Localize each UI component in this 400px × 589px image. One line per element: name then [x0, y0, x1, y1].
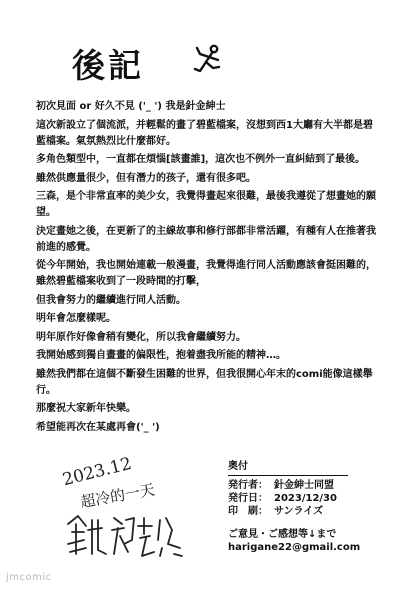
- paragraph: 明年原作好像會稍有變化，所以我會繼續努力。: [36, 331, 246, 343]
- paragraph: 多角色類型中，一直都在煩惱[該畫誰]，這次也不例外一直糾結到了最後。: [36, 154, 366, 165]
- contact-label: ご意見・ご感想等↓まで: [228, 529, 337, 540]
- colophon-row: [228, 479, 388, 492]
- colophon-value: 2023/12/30: [274, 493, 337, 504]
- colophon: [228, 460, 388, 554]
- paragraph: 明年會怎麼樣呢。: [36, 313, 116, 324]
- colophon-value: 針金紳士同盟: [274, 480, 334, 491]
- paragraph: 雖然我們都在這個不斷發生困難的世界，但我很開心年末的comi能像這樣舉行。: [36, 368, 373, 396]
- paragraph: 這次新設立了個流派，并輕鬆的畫了碧藍檔案，沒想到西1大廳有大半都是碧藍檔案。氣氛熱烈比什麼都好。: [36, 119, 373, 147]
- colophon-row: [228, 492, 388, 505]
- paragraph: 希望能再次在某處再會('_ '): [36, 421, 160, 433]
- handwritten-note: 超冷的一天: [79, 480, 157, 512]
- colophon-value: サンライズ: [274, 506, 324, 517]
- paragraph: 決定畫她之後，在更新了的主線故事和修行部都非常活躍，有種有人在推著我前進的感覺。: [36, 225, 376, 253]
- handwritten-date: 2023.12: [60, 453, 134, 491]
- signature-mark-icon: [62, 510, 192, 562]
- paragraph: 雖然供應量很少，但有潛力的孩子，還有很多吧。: [36, 172, 256, 184]
- paragraph: 三森，是个非常直率的美少女，我覺得畫起來很難，最後我遵從了想畫她的願望。: [36, 191, 376, 218]
- contact-email: harigane22@gmail.com: [228, 542, 361, 553]
- stick-figure-doodle-icon: [192, 44, 226, 74]
- paragraph: 初次見面 or 好久不見 ('_ ') 我是針金紳士: [36, 101, 226, 112]
- paragraph: 從今年開始，我也開始連載一般漫畫，我覺得進行同人活動應該會挺困難的，雖然碧藍檔案收到了一段時間的打擊，: [36, 260, 376, 287]
- colophon-row: [228, 505, 388, 518]
- paragraph: 我開始感到獨自畫畫的偏限性，抱着盡我所能的精神…。: [36, 350, 286, 361]
- watermark-text: jmcomic: [6, 572, 52, 583]
- colophon-label: 印 刷：: [228, 506, 268, 517]
- paragraph: 但我會努力的繼續進行同人活動。: [36, 294, 186, 306]
- colophon-divider: [228, 475, 348, 476]
- colophon-heading: 奥付: [228, 461, 248, 472]
- paragraph: 那麼祝大家新年快樂。: [36, 403, 136, 414]
- afterword-body: [36, 99, 376, 438]
- page-title: 後記: [72, 46, 144, 85]
- colophon-label: 発行日：: [228, 493, 268, 504]
- colophon-label: 発行者：: [228, 480, 268, 491]
